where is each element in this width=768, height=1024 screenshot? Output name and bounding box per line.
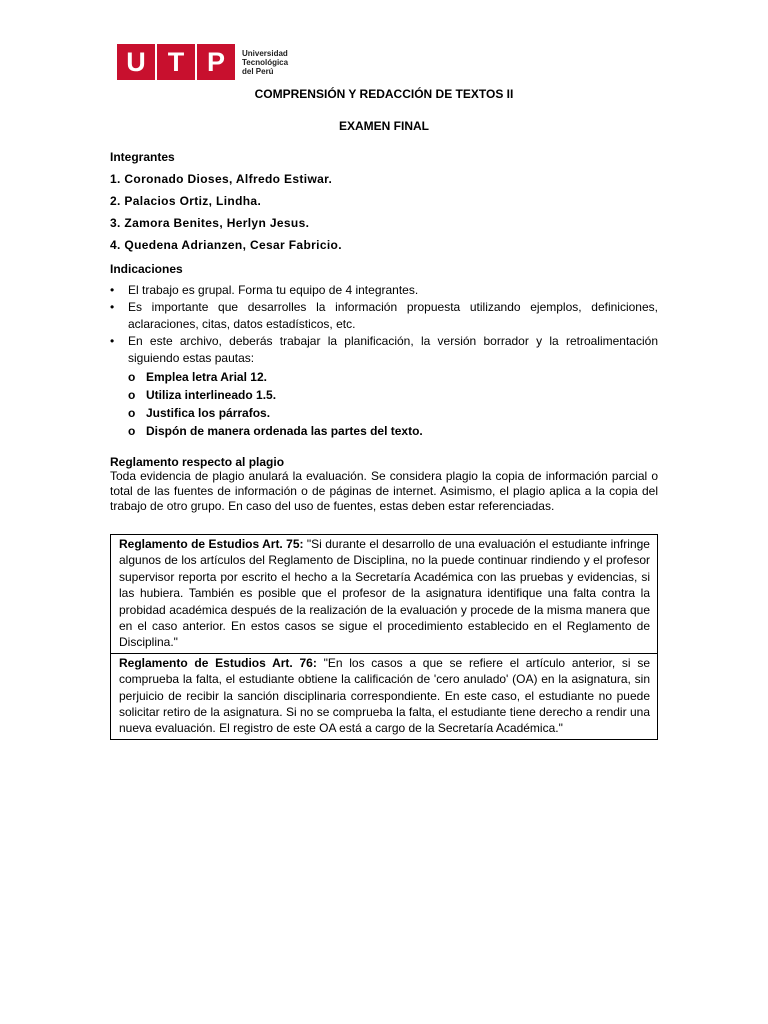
logo-letter-t: T [167, 47, 185, 77]
rule-text: "En los casos a que se refiere el artículo anterior, si se comprueba la falta, el estudiante obtiene la calificación de 'cero anulado' (OA) en la asignatura, sin perjuicio de recibir la sanción disciplinaria correspondiente. En este caso, el estudiante no puede solicitar retiro de la asignatura. Si no se comprueba la falta, el estudiante tiene derecho a rendir una nueva evaluación. El registro de este OA está a cargo de la Secretaría Académica." [119, 655, 650, 736]
exam-title: EXAMEN FINAL [339, 119, 429, 133]
member-2: 2. Palacios Ortiz, Lindha. [110, 194, 262, 208]
member-3: 3. Zamora Benites, Herlyn Jesus. [110, 216, 310, 230]
pauta-text: Utiliza interlineado 1.5. [146, 388, 277, 402]
pauta-item [110, 386, 658, 404]
pauta-text: Emplea letra Arial 12. [146, 370, 267, 384]
utp-logo [117, 44, 288, 80]
pautas-list [110, 368, 658, 440]
pauta-text: Dispón de manera ordenada las partes del texto. [146, 424, 423, 438]
bullet-icon: • [110, 334, 115, 348]
reglamento-table [110, 534, 658, 740]
table-row [111, 535, 657, 653]
plagio-paragraph: Toda evidencia de plagio anulará la evaluación. Se considera plagio la copia de información parcial o total de las fuentes de información o de páginas de internet. Asimismo, el plagio aplica a la copia del trabajo de otro grupo. En caso del uso de fuentes, estas deben estar referenciadas. [110, 469, 658, 513]
circle-bullet-icon: o [128, 424, 136, 438]
plagio-heading: Reglamento respecto al plagio [110, 455, 285, 469]
rule-label: Reglamento de Estudios Art. 75: [119, 537, 304, 551]
integrantes-heading: Integrantes [110, 150, 175, 164]
circle-bullet-icon: o [128, 406, 136, 420]
list-item [110, 299, 658, 333]
indicaciones-list [110, 282, 658, 440]
logo-line-3: del Perú [242, 66, 274, 76]
list-item-text: Es importante que desarrolles la información propuesta utilizando ejemplos, definiciones, aclaraciones, citas, datos estadísticos, etc. [128, 300, 658, 331]
logo-mark [117, 44, 235, 80]
circle-bullet-icon: o [128, 370, 136, 384]
pauta-item [110, 422, 658, 440]
pauta-text: Justifica los párrafos. [146, 406, 271, 420]
member-4: 4. Quedena Adrianzen, Cesar Fabricio. [110, 238, 342, 252]
list-item [110, 282, 658, 299]
logo-letter-p: P [206, 47, 225, 77]
logo-wordmark [242, 49, 288, 76]
logo-line-2: Tecnológica [242, 57, 289, 67]
member-1: 1. Coronado Dioses, Alfredo Estiwar. [110, 172, 333, 186]
list-item [110, 333, 658, 367]
pauta-item [110, 404, 658, 422]
course-title: COMPRENSIÓN Y REDACCIÓN DE TEXTOS II [254, 87, 514, 101]
table-row [111, 653, 657, 739]
pauta-item [110, 368, 658, 386]
indicaciones-heading: Indicaciones [110, 262, 183, 276]
logo-line-1: Universidad [242, 48, 288, 58]
logo-letter-u: U [126, 47, 146, 77]
bullet-icon: • [110, 300, 115, 314]
list-item-text: En este archivo, deberás trabajar la planificación, la versión borrador y la retroalimentación siguiendo estas pautas: [128, 334, 658, 365]
circle-bullet-icon: o [128, 388, 136, 402]
list-item-text: El trabajo es grupal. Forma tu equipo de 4 integrantes. [128, 283, 419, 297]
rule-label: Reglamento de Estudios Art. 76: [119, 655, 317, 670]
bullet-icon: • [110, 283, 115, 297]
rule-text: "Si durante el desarrollo de una evaluación el estudiante infringe algunos de los artículos del Reglamento de Disciplina, no la puede continuar rindiendo y el profesor supervisor reporta por escrito el hecho a la Secretaría Académica con las pruebas y evidencias, si las hubiera. También es posible que el profesor de la asignatura identifique una falta contra la probidad académica después de la realización de la evaluación y procede de la misma manera que en el caso anterior. En estos casos se sigue el procedimiento establecido en el Reglamento de Disciplina." [119, 537, 650, 650]
